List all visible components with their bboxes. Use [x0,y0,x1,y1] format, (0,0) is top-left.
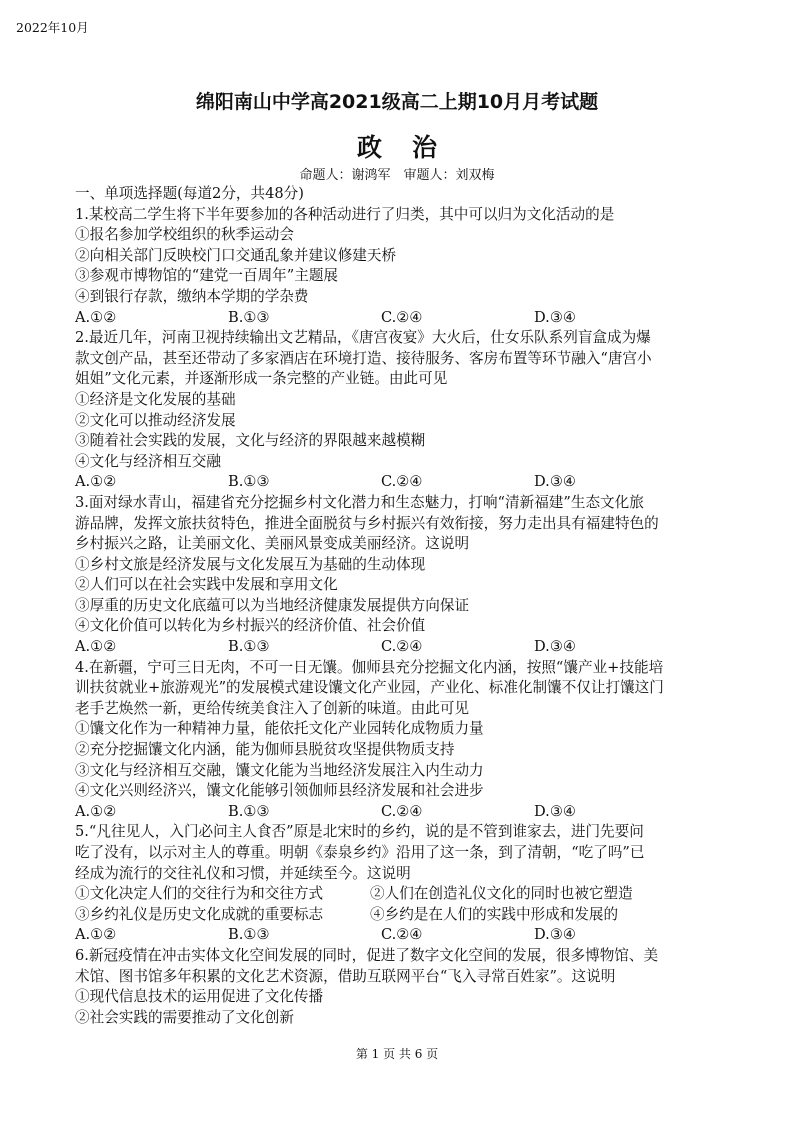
choice-item: ①馕文化作为一种精神力量，能依托文化产业园转化成物质力量 [75,720,484,738]
option-d: D.③④ [534,802,576,820]
authors-line: 命题人：谢鸿军 审题人：刘双梅 [299,168,495,183]
question-stem: 经成为流行的交往礼仪和习惯，并延续至今。这说明 [75,864,411,882]
option-a: A.①② [75,473,117,491]
question-2 [75,328,735,493]
choice-item: ②文化可以推动经济发展 [75,411,236,429]
exam-date: 2022年10月 [16,20,89,35]
option-a: A.①② [75,926,117,944]
choice-item: ④乡约是在人们的实践中形成和发展的 [370,905,619,923]
question-stem: 2.最近几年，河南卫视持续输出文艺精品，《唐宫夜宴》大火后，仕女乐队系列盲盒成为爆 [75,329,651,347]
choice-item: ①乡村文旅是经济发展与文化发展互为基础的生动体现 [75,555,426,573]
option-c: C.②④ [381,638,423,656]
choice-item: ①文化决定人们的交往行为和交往方式 [75,885,324,903]
choice-item: ④到银行存款，缴纳本学期的学杂费 [75,287,309,305]
choice-item: ④文化与经济相互交融 [75,452,221,470]
option-c: C.②④ [381,473,423,491]
choice-item: ③厚重的历史文化底蕴可以为当地经济健康发展提供方向保证 [75,596,470,614]
exam-content [75,184,735,1028]
option-c: C.②④ [381,926,423,944]
choice-item: ①报名参加学校组织的秋季运动会 [75,226,294,244]
option-a: A.①② [75,638,117,656]
question-stem: 吃了没有，以示对主人的尊重。明朝《泰泉乡约》沿用了这一条，到了清朝，“吃了吗”已 [75,844,645,861]
choice-item: ②人们在创造礼仪文化的同时也被它塑造 [370,885,633,903]
question-stem: 1.某校高二学生将下半年要参加的各种活动进行了归类，其中可以归为文化活动的是 [75,205,615,223]
option-d: D.③④ [534,473,576,491]
answer-options [75,308,735,329]
question-5 [75,822,735,946]
choice-pair [75,905,735,926]
question-stem: 3.面对绿水青山，福建省充分挖掘乡村文化潜力和生态魅力，打响“清新福建”生态文化旅 [75,493,644,511]
choice-item: ③文化与经济相互交融，馕文化能为当地经济发展注入内生动力 [75,761,484,779]
choice-item: ③随着社会实践的发展，文化与经济的界限越来越模糊 [75,432,426,450]
choice-item: ①现代信息技术的运用促进了文化传播 [75,988,324,1006]
question-stem: 老手艺焕然一新，更给传统美食注入了创新的味道。由此可见 [75,699,470,717]
question-stem: 乡村振兴之路，让美丽文化、美丽风景变成美丽经济。这说明 [75,535,470,553]
choice-item: ③乡约礼仪是历史文化成就的重要标志 [75,905,324,923]
question-stem: 术馆、图书馆多年积累的文化艺术资源，借助互联网平台“飞入寻常百姓家”。这说明 [75,967,616,985]
question-3 [75,493,735,658]
question-1 [75,205,735,329]
question-stem: 游品牌，发挥文旅扶贫特色，推进全面脱贫与乡村振兴有效衔接，努力走出具有福建特色的 [75,514,659,532]
exam-title: 绵阳南山中学高2021级高二上期10月月考试题 [195,91,599,113]
option-b: B.①③ [228,802,270,820]
choice-item: ②人们可以在社会实践中发展和享用文化 [75,576,338,594]
question-stem: 款文创产品，甚至还带动了多家酒店在环境打造、接待服务、客房布置等环节融入“唐宫小 [75,349,652,367]
subject-title: 政治 [356,133,467,162]
option-c: C.②④ [381,308,423,326]
option-b: B.①③ [228,473,270,491]
option-c: C.②④ [381,802,423,820]
question-stem: 4.在新疆，宁可三日无肉，不可一日无馕。伽师县充分挖掘文化内涵，按照“馕产业+技能培 [75,658,664,676]
answer-options [75,802,735,823]
question-stem: 6.新冠疫情在冲击实体文化空间发展的同时，促进了数字文化空间的发展，很多博物馆、美 [75,946,659,964]
choice-item: ③参观市博物馆的“建党一百周年”主题展 [75,267,339,285]
choice-item: ①经济是文化发展的基础 [75,390,236,408]
choice-item: ④文化兴则经济兴，馕文化能够引领伽师县经济发展和社会进步 [75,782,484,800]
section-heading: 一、单项选择题(每道2分，共48分) [75,185,304,202]
page-number: 第 1 页 共 6 页 [355,1047,439,1061]
option-d: D.③④ [534,308,576,326]
option-d: D.③④ [534,926,576,944]
answer-options [75,472,735,493]
option-a: A.①② [75,308,117,326]
question-stem: 姐姐”文化元素，并逐渐形成一条完整的产业链。由此可见 [75,370,448,388]
question-stem: 5.“凡往见人，入门必问主人食否”原是北宋时的乡约，说的是不管到谁家去，进门先要问 [75,823,644,841]
question-4 [75,658,735,823]
choice-item: ④文化价值可以转化为乡村振兴的经济价值、社会价值 [75,617,426,635]
question-6 [75,946,735,1028]
choice-item: ②社会实践的需要推动了文化创新 [75,1008,294,1026]
option-b: B.①③ [228,308,270,326]
choice-item: ②向相关部门反映校门口交通乱象并建议修建天桥 [75,246,397,264]
option-b: B.①③ [228,638,270,656]
option-b: B.①③ [228,926,270,944]
answer-options [75,637,735,658]
answer-options [75,925,735,946]
question-stem: 训扶贫就业+旅游观光”的发展模式建设馕文化产业园，产业化、标准化制馕不仅让打馕这门 [75,679,664,697]
option-d: D.③④ [534,638,576,656]
option-a: A.①② [75,802,117,820]
choice-pair [75,884,735,905]
choice-item: ②充分挖掘馕文化内涵，能为伽师县脱贫攻坚提供物质支持 [75,741,455,759]
